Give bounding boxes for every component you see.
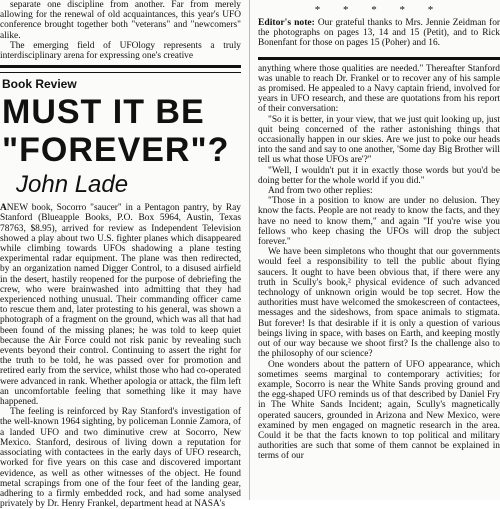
separator-stars: * * * * *	[314, 4, 444, 16]
left-column	[0, 0, 241, 509]
body-paragraph: The feeling is reinforced by Ray Stanford's investigation of the well-known 1964 sighting, by policeman Lonnie Zamora, of a landed UFO and two diminutive crew at Socorro, New Mexico. Stanford, desirous of living down a reputation for associating with contactees in the early days of UFO research, worked for five years on this case and discovered important evidence, as well as other witnesses of the object. He found metal scrapings from one of the four feet of the landing gear, adhering to a firmly embedded rock, and had some analysed privately by Dr. Henry Frankel, department head at NASA's	[0, 407, 241, 509]
article-headline-line1: MUST IT BE	[2, 93, 205, 132]
right-column	[258, 0, 500, 500]
body-paragraph: The emerging field of UFOlogy represents a truly interdisciplinary arena for expressing one's creative	[0, 40, 241, 62]
section-rule-thin	[0, 72, 241, 73]
section-rule	[0, 65, 241, 68]
section-kicker: Book Review	[2, 77, 77, 92]
body-paragraph: We have been simpletons who thought that our governments would feel a responsibility to tell the public about flying saucers. It ought to have been obvious that, if there were any truth in Scully's book,² physical evidence of such advanced technology of unknown origin would be top secret. How the authorities must have welcomed the smokescreen of contactees, messages and the sideshows, from space animals to stigmata. But forever! Is that desirable if it is only a question of various beings living in space, with bases on Earth, and keeping mostly out of our way because we shoot first? Is the challenge also to the philosophy of our science?	[258, 247, 500, 360]
previous-article-end	[0, 0, 241, 61]
body-paragraph: "Those in a position to know are under no delusion. They know the facts. People are not ready to know the facts, and they have no need to know them," and again "If you're wise you fellows who keep chasing the UFOs will drop the subject forever."	[258, 196, 500, 248]
editor-note-title: Editor's note:	[258, 17, 315, 28]
body-paragraph: One wonders about the pattern of UFO appearance, which sometimes seems marginal to contemporary activities; for example, Socorro is near the White Sands proving ground and the egg-shaped UFO reminds us of that described by Daniel Fry in The White Sands Incident; again, Scully's magnetically operated saucers, grounded in Arizona and New Mexico, were examined by men engaged on magnetic research in the area. Could it be that the facts known to top political and military authorities are such that some of them cannot be explained in terms of our	[258, 359, 500, 462]
body-paragraph: "So it is better, in your view, that we just quit looking up, just quit being concerned of the rather astonishing things that occasionally happen in our skies. Are we just to poke our heads into the sand and say to one another, 'Some day Big Brother will tell us what those UFOs are'?"	[258, 114, 500, 166]
editor-note	[258, 18, 500, 49]
article-byline: John Lade	[16, 171, 129, 199]
body-paragraph: separate one discipline from another. Far from merely allowing for the renewal of old acquaintances, this year's UFO conference brought together both "veterans" and "newcomers" alike.	[0, 0, 241, 41]
lead-text: NEW book, Socorro "saucer" in a Pentagon pantry, by Ray Stanford (Blueapple Books, P.O. Box 5964, Austin, Texas 78763, $8.95), arrived for review as Independent Television showed a play about two U.S. fighter planes which disappeared while climbing towards UFOs shadowing a plane testing experimental radar equipment. The plane was then redirected, by an organization named Digger Control, to a disused airfield in the desert, hastily reopened for the purpose of debriefing the crew, who were brainwashed into admitting that they had experienced nothing unusual. Their commanding officer came to rescue them and, later protesting to his general, was shown a photograph of a fragment on the ground, which was all that had been found of the missing planes; he was told to keep quiet because the Air Force could not risk panic by revealing such events beyond their control. Continuing to assert the right for the truth to be told, he was passed over for promotion and retired early from the service, whilst those who had co-operated were advanced in rank. Whether apologia or attack, the film left an uncomfortable feeling that something like it may have happened.	[0, 203, 241, 408]
column-divider	[249, 0, 250, 500]
drop-cap: A	[0, 203, 7, 214]
body-paragraph: "Well, I wouldn't put it in exactly those words but you'd be doing better for the whole world if you did."	[258, 165, 500, 186]
section-rule	[258, 57, 500, 60]
article-headline-line2: "FOREVER"?	[2, 131, 230, 170]
lead-paragraph	[0, 203, 241, 407]
editor-note-text: Our grateful thanks to Mrs. Jennie Zeidman for the photographs on pages 13, 14 and 15 (Petit), and to Rick Bonenfant for those on pages 15 (Poher) and 16.	[258, 18, 500, 49]
body-paragraph: And from two other replies:	[268, 186, 373, 197]
body-paragraph: anything where those qualities are needed." Thereafter Stanford was unable to reach Dr. Frankel or to recover any of his sample as promised. He appealed to a Navy captain friend, involved for years in UFO research, and these are quotations from his report of their conversation:	[258, 63, 500, 115]
